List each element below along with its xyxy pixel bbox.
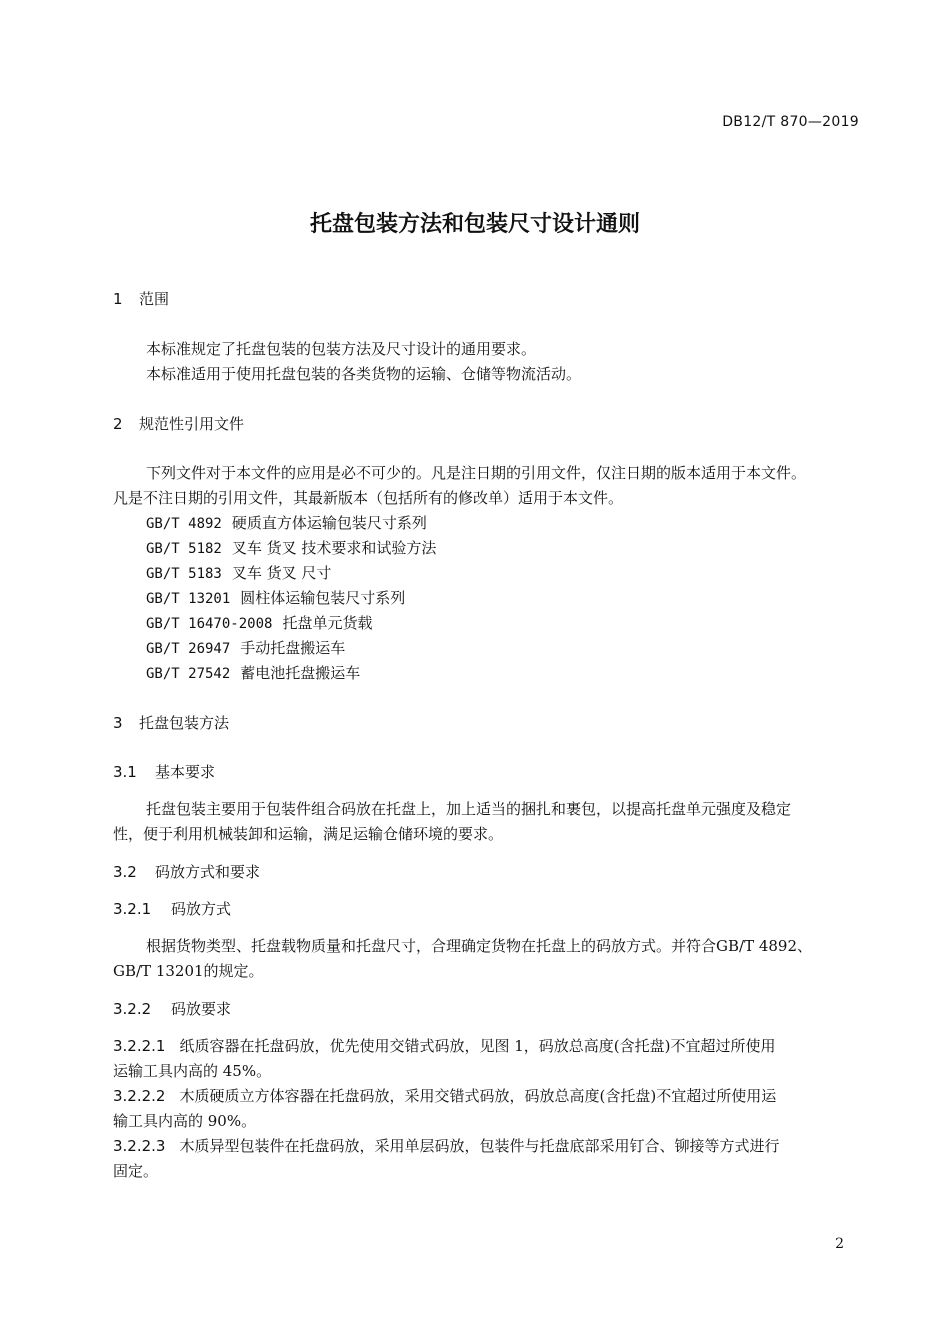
section-title: 规范性引用文件 [139,415,245,433]
section-title: 范围 [139,290,170,308]
paragraph-line: 托盘包装主要用于包装件组合码放在托盘上，加上适当的捆扎和裹包，以提高托盘单元强度及稳定 [146,800,792,818]
reference-code: GB/T 26947 [146,641,231,657]
page-number: 2 [835,1236,844,1252]
clause-line [113,1085,776,1106]
paragraph-line: 凡是不注日期的引用文件，其最新版本（包括所有的修改单）适用于本文件。 [113,489,624,507]
section-number: 1 [113,290,123,308]
paragraph: 本标准适用于使用托盘包装的各类货物的运输、仓储等物流活动。 [146,365,582,383]
reference-code: GB/T 5182 [146,541,222,557]
paragraph-line: 下列文件对于本文件的应用是必不可少的。凡是注日期的引用文件，仅注日期的版本适用于本文件。 [146,464,807,482]
reference-title: 硬质直方体运输包装尺寸系列 [231,514,427,532]
subsection-3-1-heading [113,761,215,782]
clause-text: 木质异型包装件在托盘码放，采用单层码放，包装件与托盘底部采用钉合、铆接等方式进行 [179,1137,780,1155]
clause-number: 3.2.2.2 [113,1087,166,1105]
subsection-number: 3.2.1 [113,900,152,918]
clause-line: 输工具内高的 90%。 [113,1112,257,1130]
subsection-3-2-2-heading [113,998,231,1019]
section-1-heading [113,288,169,309]
reference-title: 蓄电池托盘搬运车 [240,664,361,682]
subsection-title: 码放方式和要求 [155,863,261,881]
reference-item [146,587,405,608]
clause-text: 纸质容器在托盘码放，优先使用交错式码放，见图 1，码放总高度(含托盘)不宜超过所使用 [179,1037,776,1055]
subsection-number: 3.1 [113,763,137,781]
reference-title: 手动托盘搬运车 [240,639,346,657]
subsection-title: 基本要求 [155,763,216,781]
subsection-title: 码放要求 [171,1000,232,1018]
subsection-title: 码放方式 [171,900,232,918]
clause-number: 3.2.2.1 [113,1037,166,1055]
clause-text: 木质硬质立方体容器在托盘码放，采用交错式码放，码放总高度(含托盘)不宜超过所使用运 [179,1087,777,1105]
clause-line: 运输工具内高的 45%。 [113,1062,272,1080]
reference-code: GB/T 27542 [146,666,231,682]
paragraph-line: 性，便于利用机械装卸和运输，满足运输仓储环境的要求。 [113,825,504,843]
paragraph-line: 根据货物类型、托盘载物质量和托盘尺寸，合理确定货物在托盘上的码放方式。并符合GB/T 4892、 [146,937,813,955]
section-number: 2 [113,415,123,433]
reference-title: 叉车 货叉 技术要求和试验方法 [231,539,437,557]
section-2-heading [113,413,244,434]
document-title: 托盘包装方法和包装尺寸设计通则 [309,212,640,237]
reference-code: GB/T 5183 [146,566,222,582]
reference-title: 托盘单元货载 [282,614,373,632]
reference-code: GB/T 16470-2008 [146,616,273,632]
paragraph-line: GB/T 13201的规定。 [113,962,264,980]
clause-line [113,1135,780,1156]
section-3-heading [113,712,229,733]
subsection-number: 3.2.2 [113,1000,152,1018]
subsection-3-2-heading [113,861,260,882]
subsection-3-2-1-heading [113,898,231,919]
clause-line [113,1035,776,1056]
reference-title: 圆柱体运输包装尺寸系列 [240,589,406,607]
reference-item [146,637,345,658]
reference-item [146,612,372,633]
clause-line: 固定。 [113,1162,159,1180]
reference-item [146,562,331,583]
reference-item [146,512,427,533]
reference-item [146,537,436,558]
clause-number: 3.2.2.3 [113,1137,166,1155]
reference-title: 叉车 货叉 尺寸 [231,564,332,582]
subsection-number: 3.2 [113,863,137,881]
reference-code: GB/T 4892 [146,516,222,532]
paragraph: 本标准规定了托盘包装的包装方法及尺寸设计的通用要求。 [146,340,537,358]
section-number: 3 [113,714,123,732]
standard-id: DB12/T 870—2019 [722,114,859,130]
reference-code: GB/T 13201 [146,591,231,607]
reference-item [146,662,360,683]
section-title: 托盘包装方法 [139,714,230,732]
